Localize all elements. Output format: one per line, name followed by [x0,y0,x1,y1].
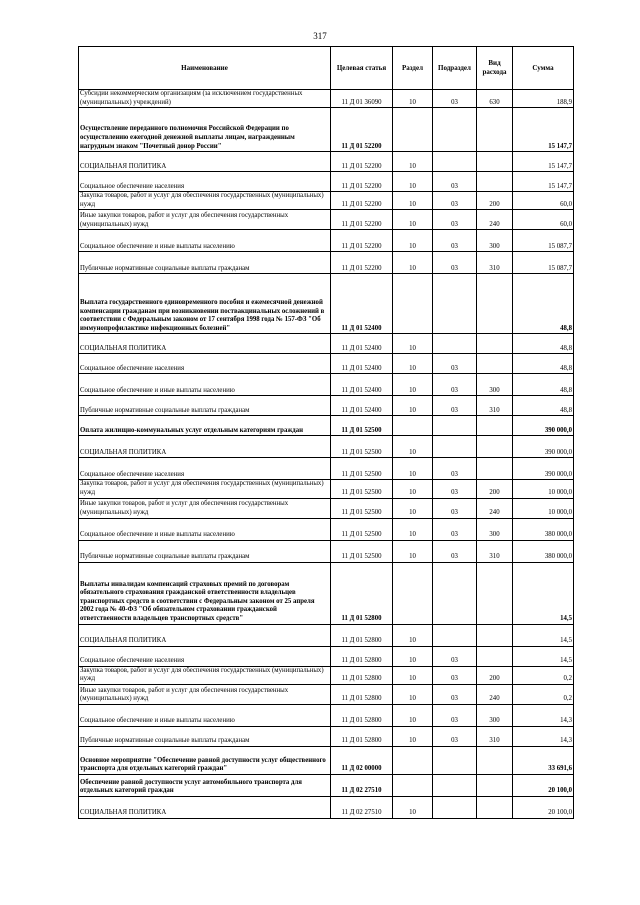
cell-subsection: 03 [433,498,477,518]
cell-target-article: 11 Д 02 27510 [331,796,393,818]
cell-target-article: 11 Д 02 00000 [331,746,393,774]
cell-subsection [433,274,477,334]
header-target-article: Целевая статья [331,47,393,90]
cell-sum: 20 100,0 [513,796,574,818]
cell-target-article: 11 Д 01 52400 [331,274,393,334]
cell-sum: 14,3 [513,726,574,746]
cell-sum: 14,5 [513,646,574,666]
cell-name: Социальное обеспечение населения [79,646,331,666]
cell-name: Публичные нормативные социальные выплаты гражданам [79,726,331,746]
cell-expense-type [477,458,513,480]
cell-name: Обеспечение равной доступности услуг автомобильного транспорта для отдельных категорий граждан [79,774,331,796]
cell-name: Социальное обеспечение и иные выплаты населению [79,374,331,396]
cell-subsection: 03 [433,192,477,210]
cell-name: Закупка товаров, работ и услуг для обеспечения государственных (муниципальных) нужд [79,192,331,210]
cell-expense-type [477,796,513,818]
cell-section [393,774,433,796]
cell-subsection: 03 [433,726,477,746]
cell-target-article: 11 Д 01 52200 [331,172,393,192]
cell-target-article: 11 Д 01 52800 [331,726,393,746]
cell-section: 10 [393,436,433,458]
table-row [79,666,574,684]
table-row [79,796,574,818]
cell-sum: 0,2 [513,666,574,684]
cell-section: 10 [393,480,433,498]
table-row [79,726,574,746]
cell-sum: 390 000,0 [513,458,574,480]
cell-subsection: 03 [433,480,477,498]
cell-name: СОЦИАЛЬНАЯ ПОЛИТИКА [79,436,331,458]
cell-target-article: 11 Д 01 52200 [331,230,393,252]
cell-expense-type [477,624,513,646]
cell-name: Иные закупки товаров, работ и услуг для обеспечения государственных (муниципальных) нужд [79,684,331,704]
cell-name: Закупка товаров, работ и услуг для обеспечения государственных (муниципальных) нужд [79,666,331,684]
cell-section: 10 [393,152,433,172]
cell-sum: 60,0 [513,192,574,210]
cell-target-article: 11 Д 01 52800 [331,704,393,726]
cell-section: 10 [393,192,433,210]
cell-target-article: 11 Д 01 52500 [331,480,393,498]
cell-target-article: 11 Д 01 52200 [331,192,393,210]
cell-expense-type: 300 [477,704,513,726]
cell-expense-type: 310 [477,396,513,416]
cell-section: 10 [393,458,433,480]
cell-target-article: 11 Д 01 52200 [331,252,393,274]
cell-sum: 0,2 [513,684,574,704]
cell-subsection: 03 [433,374,477,396]
header-expense-type: Вид расхода [477,47,513,90]
cell-expense-type: 630 [477,90,513,108]
cell-target-article: 11 Д 01 52800 [331,624,393,646]
cell-subsection [433,746,477,774]
cell-target-article: 11 Д 01 52500 [331,458,393,480]
table-body [79,90,574,819]
table-row [79,416,574,436]
page-number: 317 [313,31,327,41]
cell-subsection: 03 [433,646,477,666]
cell-subsection: 03 [433,684,477,704]
table-row [79,210,574,230]
cell-section: 10 [393,374,433,396]
cell-section: 10 [393,252,433,274]
table-row [79,436,574,458]
cell-sum: 60,0 [513,210,574,230]
cell-sum: 10 000,0 [513,498,574,518]
cell-sum: 390 000,0 [513,436,574,458]
table-row [79,334,574,354]
cell-target-article: 11 Д 01 52800 [331,666,393,684]
cell-sum: 48,8 [513,354,574,374]
table-row [79,646,574,666]
cell-sum: 390 000,0 [513,416,574,436]
table-row [79,90,574,108]
cell-section: 10 [393,704,433,726]
cell-sum: 14,3 [513,704,574,726]
table-row [79,540,574,562]
cell-section: 10 [393,726,433,746]
cell-name: Закупка товаров, работ и услуг для обеспечения государственных (муниципальных) нужд [79,480,331,498]
cell-subsection [433,436,477,458]
table-row [79,774,574,796]
cell-section: 10 [393,684,433,704]
cell-section: 10 [393,172,433,192]
cell-target-article: 11 Д 01 52800 [331,684,393,704]
cell-name: Выплаты инвалидам компенсаций страховых премий по договорам обязательного страхования гражданской ответственности владельцев транспортных средств в соответствии с Федеральным законом от 25 апреля 2002 года № 40-ФЗ "Об обязательном страховании гражданской ответственности владельцев транспортных средств" [79,562,331,624]
cell-expense-type [477,436,513,458]
cell-subsection: 03 [433,704,477,726]
cell-target-article: 11 Д 01 52400 [331,396,393,416]
cell-section: 10 [393,666,433,684]
header-name: Наименование [79,47,331,90]
cell-expense-type [477,354,513,374]
cell-subsection: 03 [433,230,477,252]
cell-expense-type [477,774,513,796]
cell-subsection: 03 [433,252,477,274]
cell-target-article: 11 Д 01 52800 [331,646,393,666]
cell-expense-type [477,108,513,152]
cell-target-article: 11 Д 01 52400 [331,334,393,354]
table-row [79,230,574,252]
cell-subsection [433,334,477,354]
cell-expense-type: 240 [477,684,513,704]
table-row [79,274,574,334]
cell-subsection: 03 [433,210,477,230]
cell-section: 10 [393,396,433,416]
cell-name: СОЦИАЛЬНАЯ ПОЛИТИКА [79,624,331,646]
cell-subsection: 03 [433,540,477,562]
table-row [79,252,574,274]
cell-name: СОЦИАЛЬНАЯ ПОЛИТИКА [79,334,331,354]
budget-table [78,46,574,819]
cell-name: Социальное обеспечение населения [79,354,331,374]
cell-expense-type: 300 [477,518,513,540]
cell-target-article: 11 Д 01 52500 [331,416,393,436]
cell-section [393,274,433,334]
cell-sum: 188,9 [513,90,574,108]
cell-subsection [433,624,477,646]
table-header-row [79,47,574,90]
cell-section: 10 [393,210,433,230]
cell-name: Публичные нормативные социальные выплаты гражданам [79,252,331,274]
cell-subsection [433,152,477,172]
cell-name: Социальное обеспечение и иные выплаты населению [79,704,331,726]
cell-subsection: 03 [433,396,477,416]
cell-expense-type [477,416,513,436]
cell-sum: 33 691,6 [513,746,574,774]
cell-sum: 14,5 [513,562,574,624]
cell-sum: 15 147,7 [513,152,574,172]
cell-target-article: 11 Д 01 52200 [331,152,393,172]
cell-section [393,562,433,624]
cell-sum: 48,8 [513,396,574,416]
cell-section: 10 [393,624,433,646]
cell-target-article: 11 Д 01 52500 [331,498,393,518]
cell-section: 10 [393,230,433,252]
table-row [79,746,574,774]
cell-target-article: 11 Д 01 52400 [331,374,393,396]
table-row [79,374,574,396]
table-row [79,172,574,192]
cell-subsection: 03 [433,458,477,480]
cell-sum: 380 000,0 [513,540,574,562]
cell-section: 10 [393,796,433,818]
table-row [79,624,574,646]
cell-expense-type [477,562,513,624]
cell-subsection [433,774,477,796]
table-row [79,480,574,498]
header-sum: Сумма [513,47,574,90]
table-row [79,354,574,374]
cell-sum: 15 147,7 [513,108,574,152]
cell-section: 10 [393,334,433,354]
table-row [79,192,574,210]
table-row [79,518,574,540]
cell-section: 10 [393,498,433,518]
header-section: Раздел [393,47,433,90]
cell-expense-type [477,334,513,354]
cell-target-article: 11 Д 01 52500 [331,518,393,540]
cell-section [393,108,433,152]
cell-name: Социальное обеспечение и иные выплаты населению [79,230,331,252]
cell-expense-type [477,746,513,774]
cell-sum: 10 000,0 [513,480,574,498]
cell-sum: 48,8 [513,374,574,396]
cell-name: Иные закупки товаров, работ и услуг для обеспечения государственных (муниципальных) нужд [79,210,331,230]
cell-expense-type: 240 [477,210,513,230]
table-row [79,396,574,416]
cell-subsection: 03 [433,666,477,684]
cell-section: 10 [393,540,433,562]
table-row [79,152,574,172]
cell-expense-type [477,152,513,172]
cell-expense-type: 310 [477,540,513,562]
cell-subsection [433,416,477,436]
cell-expense-type [477,274,513,334]
cell-expense-type: 310 [477,726,513,746]
table-row [79,498,574,518]
cell-name: Социальное обеспечение населения [79,458,331,480]
cell-expense-type: 300 [477,374,513,396]
cell-target-article: 11 Д 01 52200 [331,108,393,152]
cell-name: Осуществление переданного полномочия Российской Федерации по осуществлению ежегодной денежной выплаты лицам, награжденным нагрудным знаком "Почетный донор России" [79,108,331,152]
cell-name: Публичные нормативные социальные выплаты гражданам [79,396,331,416]
cell-section [393,746,433,774]
cell-name: Основное мероприятие "Обеспечение равной доступности услуг общественного транспорта для отдельных категорий граждан" [79,746,331,774]
cell-sum: 20 100,0 [513,774,574,796]
cell-name: Выплата государственного единовременного пособия и ежемесячной денежной компенсации гражданам при возникновении поствакцинальных осложнений в соответствии с Федеральным законом от 17 сентября 1998 года № 157-ФЗ "Об иммунопрофилактике инфекционных болезней" [79,274,331,334]
cell-expense-type: 310 [477,252,513,274]
cell-sum: 15 147,7 [513,172,574,192]
cell-target-article: 11 Д 01 52400 [331,354,393,374]
cell-subsection: 03 [433,354,477,374]
header-subsection: Подраздел [433,47,477,90]
cell-name: Социальное обеспечение населения [79,172,331,192]
cell-sum: 48,8 [513,334,574,354]
cell-section: 10 [393,646,433,666]
cell-expense-type: 200 [477,666,513,684]
cell-target-article: 11 Д 01 52800 [331,562,393,624]
cell-subsection: 03 [433,90,477,108]
cell-sum: 15 087,7 [513,230,574,252]
cell-target-article: 11 Д 02 27510 [331,774,393,796]
cell-target-article: 11 Д 01 52200 [331,210,393,230]
cell-subsection [433,108,477,152]
cell-subsection [433,562,477,624]
cell-sum: 15 087,7 [513,252,574,274]
cell-sum: 14,5 [513,624,574,646]
cell-expense-type: 300 [477,230,513,252]
cell-target-article: 11 Д 01 52500 [331,436,393,458]
table-row [79,684,574,704]
cell-subsection: 03 [433,172,477,192]
cell-name: Оплата жилищно-коммунальных услуг отдельным категориям граждан [79,416,331,436]
cell-expense-type: 200 [477,480,513,498]
cell-name: СОЦИАЛЬНАЯ ПОЛИТИКА [79,152,331,172]
cell-name: СОЦИАЛЬНАЯ ПОЛИТИКА [79,796,331,818]
cell-subsection [433,796,477,818]
table-row [79,704,574,726]
cell-name: Субсидии некоммерческим организациям (за исключением государственных (муниципальных) учреждений) [79,90,331,108]
cell-target-article: 11 Д 01 52500 [331,540,393,562]
cell-name: Социальное обеспечение и иные выплаты населению [79,518,331,540]
cell-name: Иные закупки товаров, работ и услуг для обеспечения государственных (муниципальных) нужд [79,498,331,518]
cell-sum: 380 000,0 [513,518,574,540]
cell-name: Публичные нормативные социальные выплаты гражданам [79,540,331,562]
cell-section: 10 [393,90,433,108]
cell-subsection: 03 [433,518,477,540]
table-row [79,562,574,624]
cell-sum: 48,8 [513,274,574,334]
cell-section: 10 [393,518,433,540]
cell-section: 10 [393,354,433,374]
cell-expense-type [477,646,513,666]
cell-expense-type [477,172,513,192]
table-row [79,108,574,152]
cell-expense-type: 200 [477,192,513,210]
table-row [79,458,574,480]
cell-expense-type: 240 [477,498,513,518]
cell-target-article: 11 Д 01 36090 [331,90,393,108]
cell-section [393,416,433,436]
